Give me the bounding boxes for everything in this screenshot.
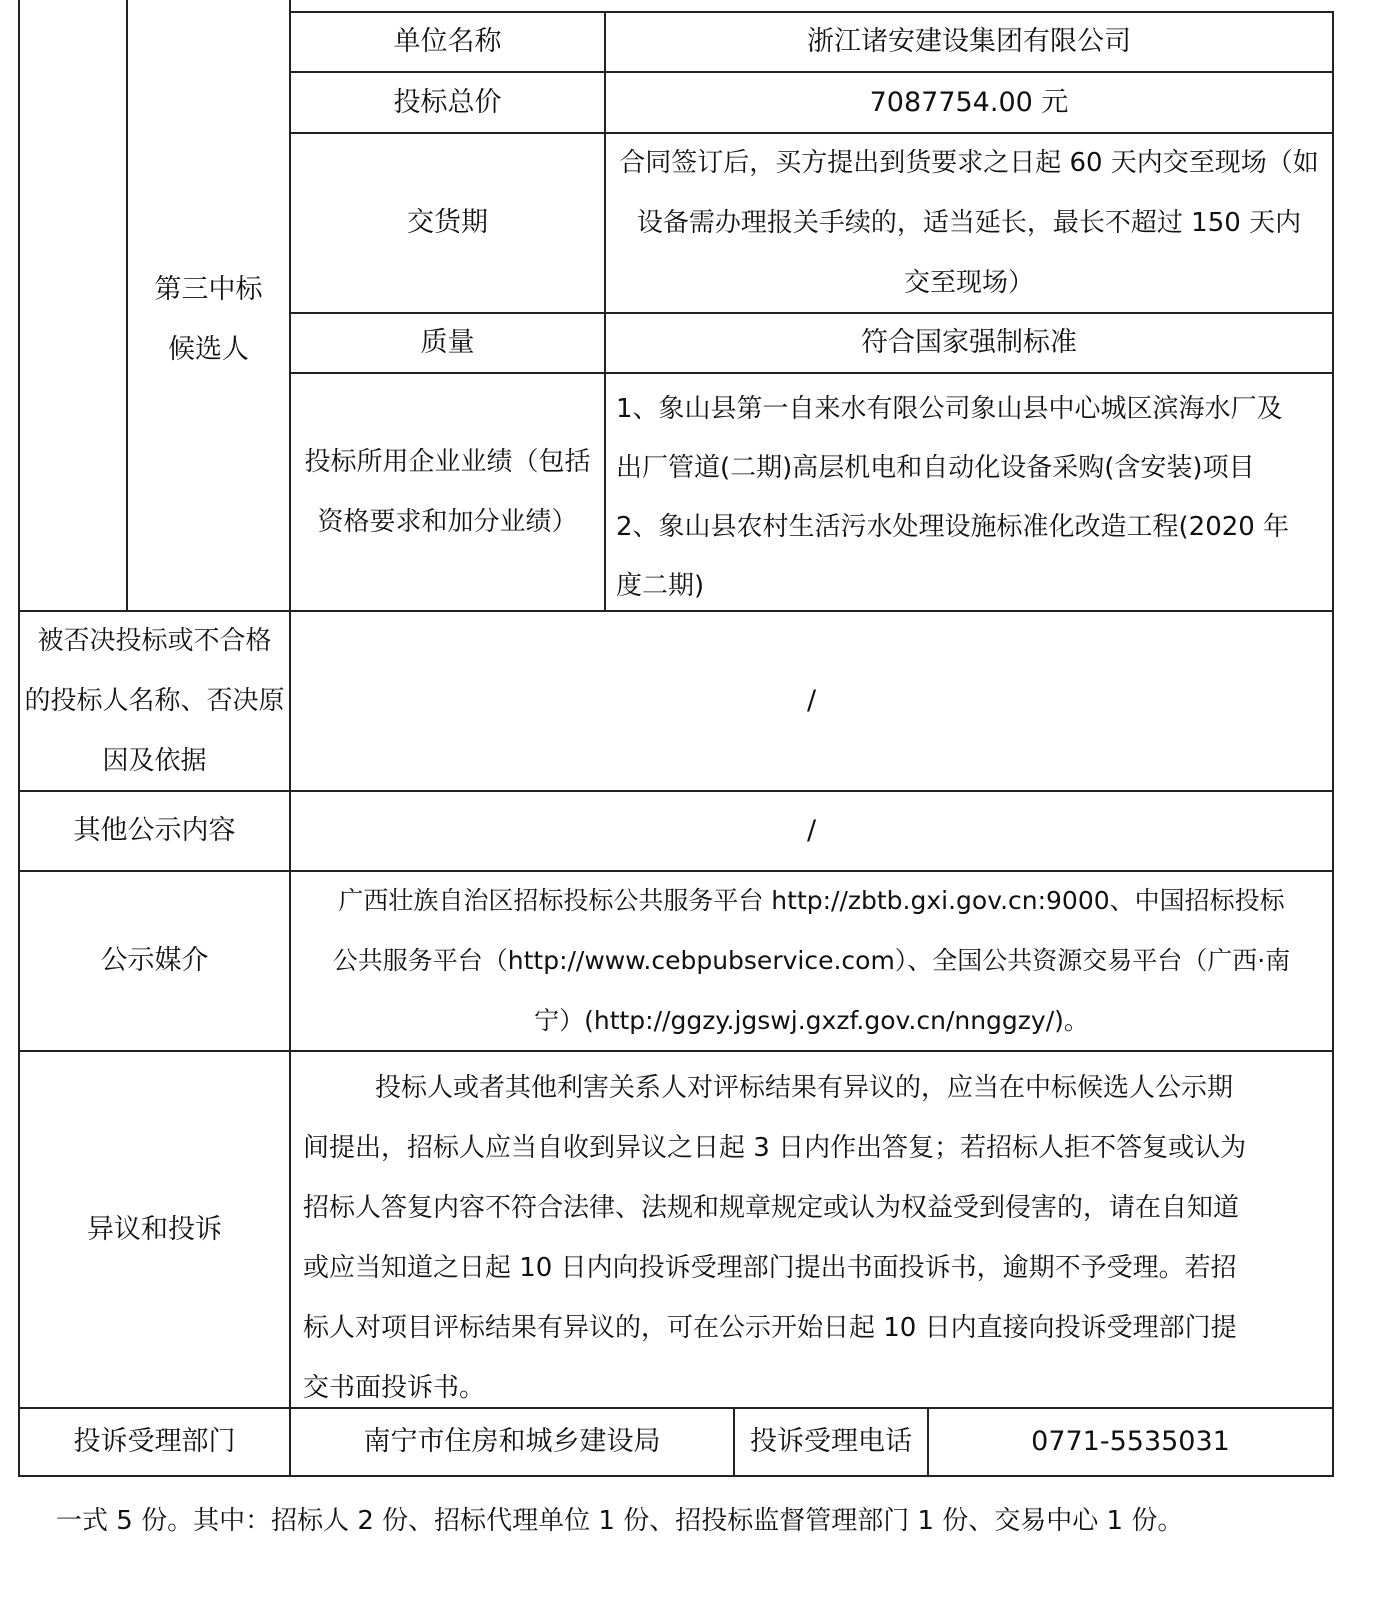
complaint-dept-value: 南宁市住房和城乡建设局 bbox=[363, 1426, 661, 1457]
performance-value bbox=[606, 380, 1332, 610]
delivery-line: 设备需办理报关手续的，适当延长，最长不超过 150 天内 bbox=[636, 208, 1302, 238]
objection-label: 异议和投诉 bbox=[87, 1213, 222, 1245]
performance-label-line: 投标所用企业业绩（包括 bbox=[304, 447, 591, 477]
third-candidate-label-line: 候选人 bbox=[168, 334, 249, 365]
media-label: 公示媒介 bbox=[100, 945, 209, 976]
rejected-label-line: 因及依据 bbox=[102, 746, 207, 776]
performance-line: 2、象山县农村生活污水处理设施标准化改造工程(2020 年 bbox=[616, 512, 1290, 542]
rejected-value: / bbox=[806, 685, 817, 716]
quality-label: 质量 bbox=[420, 327, 475, 358]
rejected-label bbox=[20, 612, 289, 790]
v-line bbox=[1332, 11, 1334, 1477]
company-name-label: 单位名称 bbox=[393, 26, 502, 57]
objection-line: 间提出，招标人应当自收到异议之日起 3 日内作出答复；若招标人拒不答复或认为 bbox=[303, 1133, 1247, 1163]
copies-note: 一式 5 份。其中：招标人 2 份、招标代理单位 1 份、招投标监督管理部门 1 份、交易中心 1 份。 bbox=[56, 1506, 1184, 1536]
media-line: 公共服务平台（http://www.cebpubservice.com）、全国公共资源交易平台（广西·南 bbox=[332, 946, 1291, 975]
media-line: 宁）(http://ggzy.jgswj.gxzf.gov.cn/nnggzy/)。 bbox=[534, 1006, 1089, 1035]
delivery-value bbox=[606, 134, 1332, 312]
delivery-line: 交至现场） bbox=[903, 268, 1034, 298]
third-candidate-label-line: 第三中标 bbox=[154, 274, 263, 305]
performance-label bbox=[291, 374, 604, 610]
objection-line: 标人对项目评标结果有异议的，可在公示开始日起 10 日内直接向投诉受理部门提 bbox=[303, 1313, 1237, 1343]
other-label: 其他公示内容 bbox=[73, 815, 236, 846]
objection-line bbox=[303, 1058, 1312, 1118]
company-name-value: 浙江诸安建设集团有限公司 bbox=[807, 26, 1131, 57]
h-line bbox=[18, 1475, 1334, 1477]
performance-line: 1、象山县第一自来水有限公司象山县中心城区滨海水厂及 bbox=[616, 394, 1283, 424]
objection-line-text: 投标人或者其他利害关系人对评标结果有异议的，应当在中标候选人公示期 bbox=[375, 1073, 1234, 1103]
rejected-label-line: 被否决投标或不合格 bbox=[37, 626, 272, 656]
quality-value: 符合国家强制标准 bbox=[861, 327, 1077, 358]
complaint-phone-label: 投诉受理电话 bbox=[750, 1426, 912, 1457]
performance-line: 出厂管道(二期)高层机电和自动化设备采购(含安装)项目 bbox=[616, 453, 1255, 483]
media-line: 广西壮族自治区招标投标公共服务平台 http://zbtb.gxi.gov.cn:9000、中国招标投标 bbox=[338, 886, 1285, 915]
complaint-phone-value: 0771-5535031 bbox=[1031, 1426, 1230, 1457]
third-candidate-label bbox=[128, 260, 289, 380]
other-value: / bbox=[806, 815, 817, 846]
media-value bbox=[291, 872, 1332, 1050]
bid-price-label: 投标总价 bbox=[393, 86, 502, 118]
delivery-line: 合同签订后，买方提出到货要求之日起 60 天内交至现场（如 bbox=[619, 148, 1319, 178]
rejected-label-line: 的投标人名称、否决原 bbox=[24, 686, 285, 716]
objection-line: 或应当知道之日起 10 日内向投诉受理部门提出书面投诉书，逾期不予受理。若招 bbox=[303, 1253, 1237, 1283]
objection-line: 招标人答复内容不符合法律、法规和规章规定或认为权益受到侵害的，请在自知道 bbox=[303, 1193, 1240, 1223]
performance-line: 度二期) bbox=[616, 571, 705, 601]
bid-price-value: 7087754.00 元 bbox=[869, 86, 1069, 118]
performance-label-line: 资格要求和加分业绩） bbox=[317, 507, 578, 537]
objection-line: 交书面投诉书。 bbox=[303, 1373, 486, 1403]
objection-value bbox=[291, 1052, 1332, 1407]
delivery-label: 交货期 bbox=[407, 207, 488, 238]
complaint-dept-label: 投诉受理部门 bbox=[73, 1426, 236, 1457]
